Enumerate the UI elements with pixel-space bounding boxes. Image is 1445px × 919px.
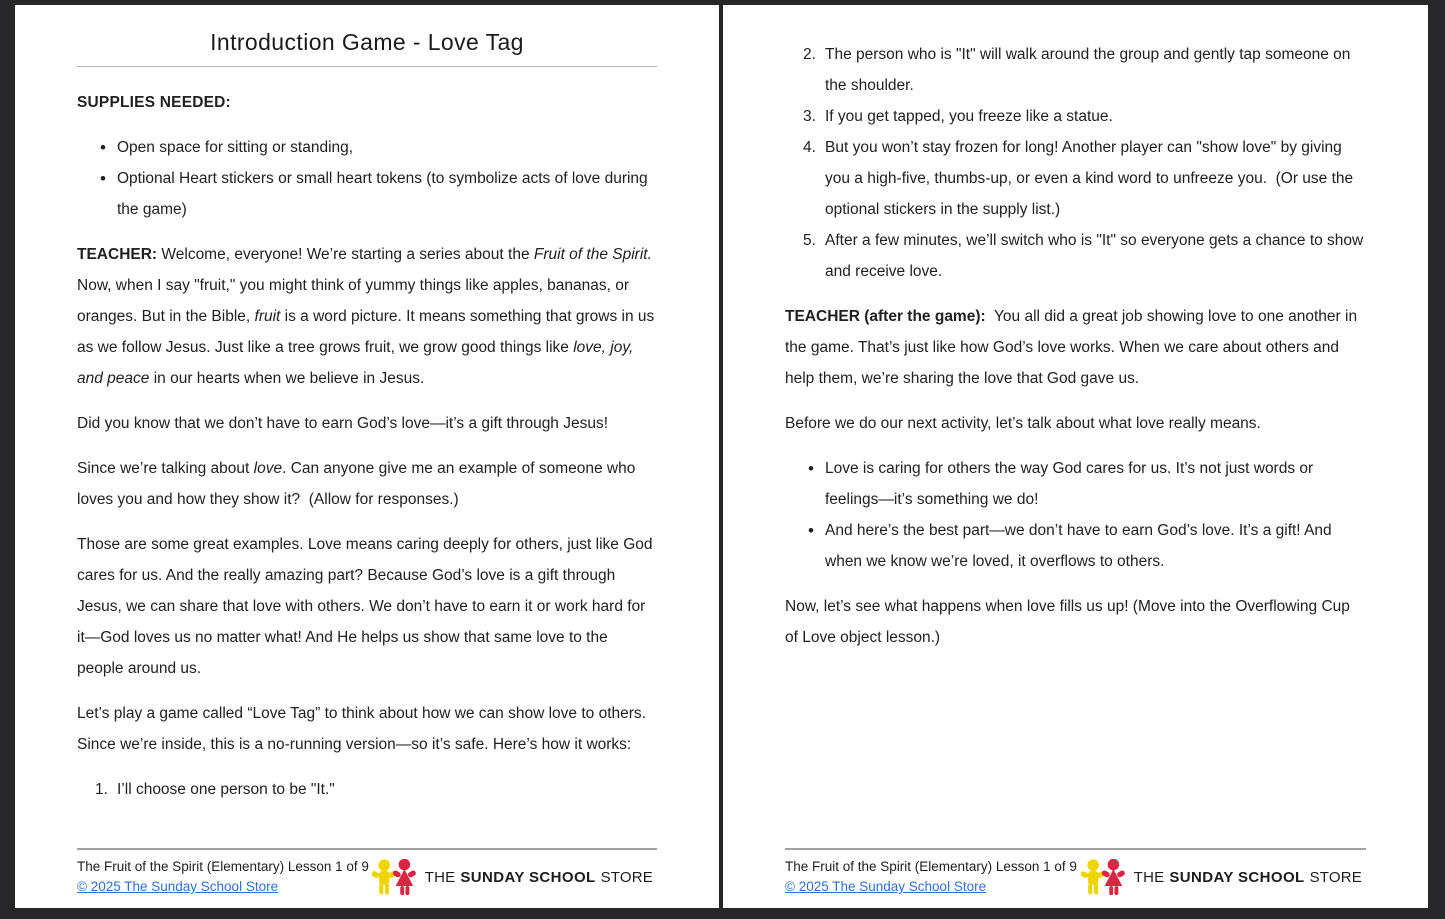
list-item-text: Love is caring for others the way God cares for us. It’s not just words or feelings—it’s something we do! bbox=[825, 460, 1314, 508]
page-content bbox=[723, 5, 1428, 653]
numbered-list bbox=[77, 774, 657, 805]
section-heading: SUPPLIES NEEDED: bbox=[77, 94, 231, 111]
list-marker: • bbox=[808, 521, 814, 540]
numbered-item bbox=[785, 101, 1366, 132]
paragraph: Before we do our next activity, let’s talk about what love really means. bbox=[785, 415, 1261, 432]
paragraph: Now, let’s see what happens when love fills us up! (Move into the Overflowing Cup of Love object lesson.) bbox=[785, 598, 1350, 646]
list-marker: 4. bbox=[803, 139, 816, 156]
numbered-item bbox=[785, 39, 1366, 101]
copyright-link[interactable]: © 2025 The Sunday School Store bbox=[77, 879, 279, 894]
numbered-item bbox=[77, 774, 657, 805]
list-item-text: I’ll choose one person to be "It." bbox=[117, 781, 335, 798]
bullet-item bbox=[77, 132, 657, 163]
page-footer bbox=[77, 848, 657, 897]
list-marker: • bbox=[808, 459, 814, 478]
list-item-text: If you get tapped, you freeze like a statue. bbox=[825, 108, 1113, 125]
paragraph: TEACHER: Welcome, everyone! We’re starting a series about the Fruit of the Spirit. Now, when I say "fruit," you might think of yummy things like apples, bananas, or oranges. But in the Bible, fruit is a word picture. It means something that grows in us as we follow Jesus. Just like a tree grows fruit, we grow good things like love, joy, and peace in our hearts when we believe in Jesus. bbox=[77, 246, 655, 387]
list-item-text: Optional Heart stickers or small heart tokens (to symbolize acts of love during the game) bbox=[117, 170, 648, 218]
brand-store: STORE bbox=[600, 868, 653, 886]
logo-kids-icon bbox=[372, 859, 416, 896]
lesson-reference: The Fruit of the Spirit (Elementary) Lesson 1 of 9 bbox=[77, 859, 369, 874]
brand-sunday-school: SUNDAY SCHOOL bbox=[460, 868, 596, 886]
numbered-item bbox=[785, 225, 1366, 287]
document-title: Introduction Game - Love Tag bbox=[210, 29, 524, 55]
footer-divider bbox=[785, 848, 1366, 850]
title-divider bbox=[77, 66, 657, 67]
footer-divider bbox=[77, 848, 657, 850]
bullet-item bbox=[77, 163, 657, 225]
list-item-text: But you won’t stay frozen for long! Another player can "show love" by giving you a high-five, thumbs-up, or even a kind word to unfreeze you. (Or use the optional stickers in the supply list.) bbox=[825, 139, 1354, 218]
list-marker: 2. bbox=[803, 46, 816, 63]
page-footer bbox=[785, 848, 1366, 897]
document-page-left bbox=[15, 5, 719, 908]
document-page-right bbox=[723, 5, 1428, 908]
paragraph: Let’s play a game called “Love Tag” to think about how we can show love to others. Since we’re inside, this is a no-running version—so it’s safe. Here’s how it works: bbox=[77, 705, 646, 753]
brand-wordmark bbox=[425, 869, 653, 886]
paragraph: Since we’re talking about love. Can anyone give me an example of someone who loves you and how they show it? (Allow for responses.) bbox=[77, 460, 636, 508]
list-item-text: After a few minutes, we’ll switch who is "It" so everyone gets a chance to show and receive love. bbox=[825, 232, 1364, 280]
page-content bbox=[15, 5, 719, 805]
bullet-list bbox=[785, 453, 1366, 577]
list-marker: 1. bbox=[95, 781, 108, 798]
numbered-item bbox=[785, 132, 1366, 225]
numbered-list bbox=[785, 39, 1366, 287]
logo-kids-icon bbox=[1081, 859, 1125, 896]
store-logo bbox=[372, 859, 653, 896]
list-item-text: And here’s the best part—we don’t have to earn God’s love. It’s a gift! And when we know we’re loved, it overflows to others. bbox=[825, 522, 1332, 570]
list-item-text: Open space for sitting or standing, bbox=[117, 139, 354, 156]
list-marker: • bbox=[100, 169, 106, 188]
paragraph: Those are some great examples. Love means caring deeply for others, just like God cares for us. And the really amazing part? Because God’s love is a gift through Jesus, we can share that love with others. We don’t have to earn it or work hard for it—God loves us no matter what! And He helps us show that same love to the people around us. bbox=[77, 536, 653, 677]
brand-the: THE bbox=[1133, 868, 1165, 886]
bullet-item bbox=[785, 515, 1366, 577]
bullet-list bbox=[77, 132, 657, 225]
brand-sunday-school: SUNDAY SCHOOL bbox=[1169, 868, 1305, 886]
lesson-reference: The Fruit of the Spirit (Elementary) Lesson 1 of 9 bbox=[785, 859, 1077, 874]
bullet-item bbox=[785, 453, 1366, 515]
list-marker: 3. bbox=[803, 108, 816, 125]
brand-the: THE bbox=[424, 868, 456, 886]
brand-wordmark bbox=[1134, 869, 1362, 886]
copyright-link[interactable]: © 2025 The Sunday School Store bbox=[785, 879, 987, 894]
brand-store: STORE bbox=[1309, 868, 1362, 886]
list-marker: 5. bbox=[803, 232, 816, 249]
list-marker: • bbox=[100, 138, 106, 157]
store-logo bbox=[1081, 859, 1362, 896]
list-item-text: The person who is "It" will walk around the group and gently tap someone on the shoulder. bbox=[825, 46, 1351, 94]
paragraph: TEACHER (after the game): You all did a great job showing love to one another in the game. That’s just like how God’s love works. When we care about others and help them, we’re sharing the love that God gave us. bbox=[785, 308, 1358, 387]
paragraph: Did you know that we don’t have to earn God’s love—it’s a gift through Jesus! bbox=[77, 415, 609, 432]
